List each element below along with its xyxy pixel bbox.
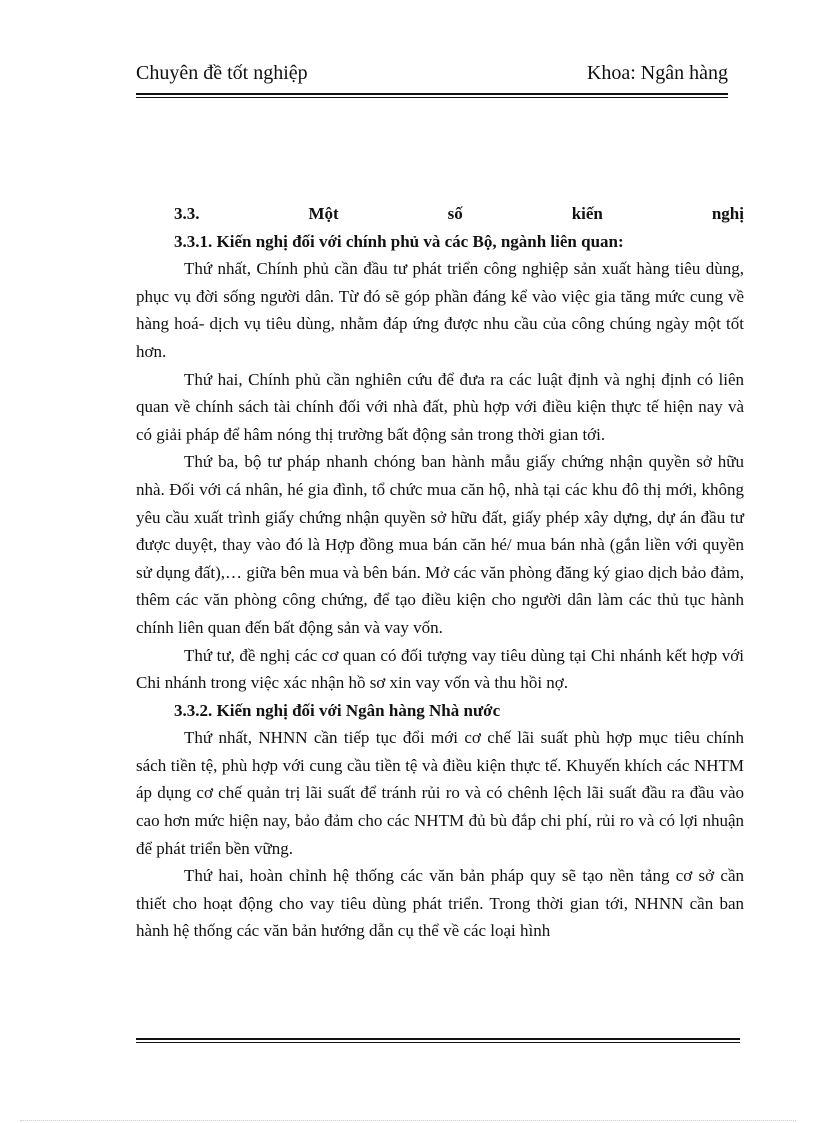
paragraph: Thứ nhất, NHNN cần tiếp tục đổi mới cơ chế lãi suất phù hợp mục tiêu chính sách tiền tệ, phù hợp với cung cầu tiền tệ và điều kiện thực tế. Khuyến khích các NHTM áp dụng cơ chế quản trị lãi suất để tránh rủi ro và có chênh lệch lãi suất đầu ra đầu vào cao hơn mức hiện nay, bảo đảm cho các NHTM đủ bù đắp chi phí, rủi ro và có lợi nhuận để phát triển bền vững.: [136, 728, 744, 858]
section-title-word: 3.3.: [174, 204, 200, 223]
paragraph: Thứ tư, đề nghị các cơ quan có đối tượng vay tiêu dùng tại Chi nhánh kết hợp với Chi nhánh trong việc xác nhận hồ sơ xin vay vốn và thu hồi nợ.: [136, 645, 744, 693]
section-title-word: nghị: [711, 204, 744, 223]
section-title-word: kiến: [571, 204, 603, 223]
section-title: [136, 200, 744, 228]
subsection-heading-2: 3.3.2. Kiến nghị đối với Ngân hàng Nhà nước: [174, 700, 501, 720]
paragraph: Thứ ba, bộ tư pháp nhanh chóng ban hành mẫu giấy chứng nhận quyền sở hữu nhà. Đối với cá nhân, hé gia đình, tổ chức mua căn hộ, nhà tại các khu đô thị mới, không yêu cầu xuất trình giấy chứng nhận quyền sở hữu đất, giấy phép xây dựng, dự án đầu tư được duyệt, thay vào đó là Hợp đồng mua bán căn hé/ mua bán nhà (gắn liền với quyền sử dụng đất),… giữa bên mua và bên bán. Mở các văn phòng đăng ký giao dịch bảo đảm, thêm các văn phòng công chứng, để tạo điều kiện cho người dân làm các thủ tục hành chính liên quan đến bất động sản và vay vốn.: [136, 452, 744, 637]
header-divider: [136, 93, 728, 98]
footer-divider: [136, 1038, 740, 1043]
header-document-type: Chuyên đề tốt nghiệp: [136, 62, 308, 84]
paragraph: Thứ nhất, Chính phủ cần đầu tư phát triển công nghiệp sản xuất hàng tiêu dùng, phục vụ đời sống người dân. Từ đó sẽ góp phần đáng kể vào việc gia tăng mức cung về hàng hoá- dịch vụ tiêu dùng, nhằm đáp ứng được nhu cầu của công chúng ngày một tốt hơn.: [136, 259, 744, 361]
paragraph: Thứ hai, Chính phủ cần nghiên cứu để đưa ra các luật định và nghị định có liên quan về chính sách tài chính đối với nhà đất, phù hợp với điều kiện thực tế hiện nay và có giải pháp để hâm nóng thị trường bất động sản trong thời gian tới.: [136, 369, 744, 444]
page-edge-line: [20, 1120, 796, 1121]
page-header: [136, 62, 728, 92]
section-title-word: số: [447, 204, 463, 223]
subsection-heading-1: 3.3.1. Kiến nghị đối với chính phủ và các Bộ, ngành liên quan:: [174, 231, 624, 251]
section-title-word: Một: [308, 204, 339, 223]
header-faculty: Khoa: Ngân hàng: [586, 62, 728, 84]
document-body: [136, 200, 744, 945]
paragraph: Thứ hai, hoàn chỉnh hệ thống các văn bản pháp quy sẽ tạo nền tảng cơ sở cần thiết cho hoạt động cho vay tiêu dùng phát triển. Trong thời gian tới, NHNN cần ban hành hệ thống các văn bản hướng dẫn cụ thể về các loại hình: [136, 866, 744, 941]
